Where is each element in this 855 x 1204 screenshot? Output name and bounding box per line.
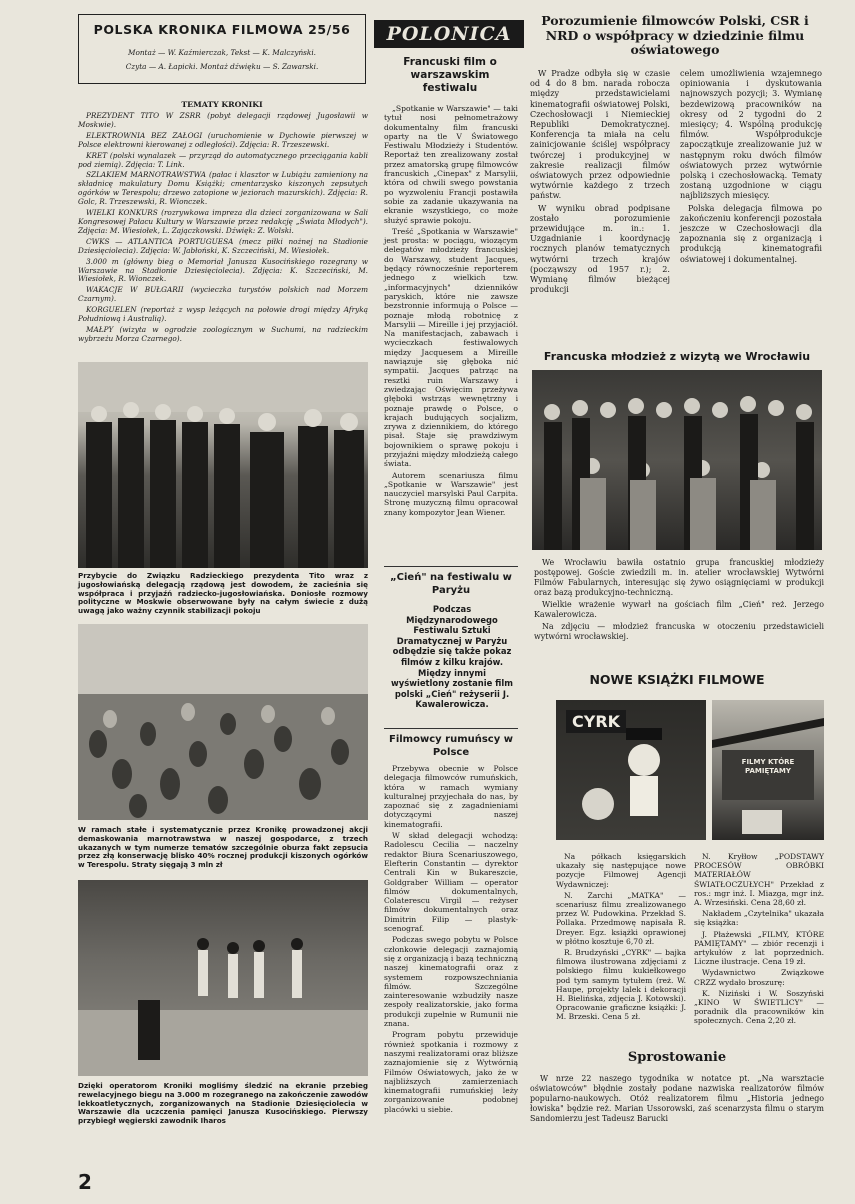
french-youth-paragraph: We Wrocławiu bawiła ostatnio grupa francuskiej młodzieży postępowej. Goście zwiedzili m. in. atelier wrocławskiej Wytwórni Filmów Fabularnych, interesując się żywo osiągnięciami w produkcji oraz bazą produkcyjno-techniczną. [534, 558, 824, 597]
masthead-title: POLSKA KRONIKA FILMOWA 25/56 [93, 22, 351, 37]
agreement-col-2 [680, 68, 822, 266]
topic-item: 3.000 m (główny bieg o Memoriał Janusza Kusocińskiego rozegrany w Warszawie na Stadionie Dziesięciolecia). Zdjęcia: K. Szczeciński, M. Wiesiołek, R. Wionczek. [78, 256, 368, 284]
books-paragraph: Na półkach księgarskich ukazały się następujące nowe pozycje Filmowej Agencji Wydawniczej: [556, 852, 686, 889]
books-paragraph: N. Zarchi „MATKA" — scenariusz filmu zrealizowanego przez W. Pudowkina. Przekład S. Pollaka. Przedmowę napisała R. Dreyer. Egz. książki oprawionej w płótno kosztuje 6,70 zł. [556, 890, 686, 946]
books-paragraph: Wydawnictwo Związkowe CRZZ wydało broszurę: [694, 968, 824, 987]
photo-barrels-caption: W ramach stałe i systematycznie przez Kronikę prowadzonej akcji demaskowania marnotrawstwa w naszej gospodarce, z trzech ukazanych w tym numerze tematów szczególnie oburza fakt zepsucia przez złą konserwację blisko 40% rocznej produkcji kiszonych ogórków w Terespolu. Straty sięgają 3 mln zł [78, 825, 368, 870]
agreement-heading: Porozumienie filmowców Polski, CSR i NRD o współpracy w dziedzinie filmu oświatowego [541, 13, 809, 57]
cien-text: Podczas Międzynarodowego Festiwalu Sztuki Dramatycznej w Paryżu odbędzie się także pokaz filmów z kilku krajów. Między innymi wyświetlony zostanie film polski „Cień" reżyserii J. Kawalerowicza. [391, 604, 513, 710]
photo-wasted-barrels [78, 624, 368, 820]
topic-item: ELEKTROWNIA BEZ ZAŁOGI (uruchomienie w Dychowie pierwszej w Polsce elektrowni kierowanej z odległości). Zdjęcia: R. Trzeszewski. [78, 130, 368, 149]
masthead-credits-1: Montaż — W. Kaźmierczak, Tekst — K. Malczyński. [127, 48, 316, 57]
cien-heading: „Cień" na festiwalu w Paryżu [390, 572, 512, 596]
french-youth-paragraph: Na zdjęciu — młodzież francuska w otoczeniu przedstawicieli wytwórni wrocławskiej. [534, 622, 824, 641]
polonica-logo: POLONICA [374, 20, 524, 48]
topic-item: WIELKI KONKURS (rozrywkowa impreza dla dzieci zorganizowana w Sali Kongresowej Pałacu Kultury w Warszawie przez redakcję „Świata Młodych"). Zdjęcia: M. Wiesiołek, L. Zajączkowski. Dźwięk: Z. Wolski. [78, 208, 368, 235]
divider [384, 728, 518, 729]
books-col-2 [694, 852, 824, 1028]
french-youth-paragraph: Wielkie wrażenie wywarł na gościach film „Cień" reż. Jerzego Kawalerowicza. [534, 600, 824, 619]
topic-item: CWKS — ATLANTICA PORTUGUESA (mecz piłki nożnej na Stadionie Dziesięciolecia). Zdjęcia: W. Jabłoński, K. Szczeciński, M. Wiesiołek. [78, 236, 368, 255]
books-paragraph: J. Płażewski „FILMY, KTÓRE PAMIĘTAMY" — zbiór recenzji i artykułów z lat poprzednich. Liczne ilustracje. Cena 19 zł. [694, 929, 824, 967]
romanians-article [384, 764, 518, 1116]
topic-item: MAŁPY (wizyta w ogrodzie zoologicznym w Suchumi, na radzieckim wybrzeżu Morza Czarnego). [78, 324, 368, 343]
agreement-paragraph: W Pradze odbyła się w czasie od 4 do 8 bm. narada robocza między przedstawicielami kinematografii oświatowej Polski, Czechosłowacji i Niemieckiej Republiki Demokratycznej. Konferencja ta miała na celu zainicjowanie ściślej współpracy twórczej i produkcyjnej w zakresie realizacji filmów oświatowych przez odpowiednie wytwórnie każdego z trzech państw. [530, 68, 670, 201]
page-number: 2 [78, 1170, 92, 1194]
photo-3000m-race [78, 880, 368, 1076]
books-paragraph: K. Niziński i W. Soszyński „KINO W ŚWIETLICY" — poradnik dla pracowników kin społecznych. Cena 2,20 zł. [694, 988, 824, 1026]
agreement-paragraph: Polska delegacja filmowa po zakończeniu konferencji pozostała jeszcze w Czechosłowacji dla zapoznania się z organizacją i produkcją kinematografii oświatowej i dokumentalnej. [680, 202, 822, 264]
romanians-paragraph: Podczas swego pobytu w Polsce członkowie delegacji zaznajomią się z organizacją i bazą techniczną naszej kinematografii oraz z systemem rozpowszechniania filmów. Szczególne zainteresowanie wzbudziły nasze zespoły realizatorskie, jako forma produkcji zupełnie w Rumunii nie znana. [384, 935, 518, 1029]
polonica-paragraph: Treść „Spotkania w Warszawie" jest prosta: w pociągu, wiozącym delegatów młodzieży francuskiej do Warszawy, student Jacques, będący równocześnie reporterem jednego z wielkich tzw. „informacyjnych" dzienników paryskich, które nie zawsze bezstronnie informują o Polsce — poznaje młodą robotnicę z Marsylii — Mireille i jej przyjaciół. Na manifestacjach, zabawach i wycieczkach festiwalowych między Jacquesem a Mireille nawiązuje się głęboka nić sympatii. Jacques patrząc na resztki ruin Warszawy i zwiedzając Oświęcim przeżywa głęboki wstrząs wewnętrzny i poznaje prawdę o Polsce, o krajach budujących socjalizm, zrywa z dziennikiem, do którego pisał. Staje się prawdziwym bojownikiem o sprawę pokoju i przyjaźni między młodzieżą całego świata. [384, 226, 518, 469]
romanians-heading: Filmowcy rumuńscy w Polsce [389, 734, 513, 758]
photo-french-youth [532, 370, 822, 550]
photo-tito-moscow [78, 362, 368, 568]
puppet-clown-illustration [556, 700, 706, 840]
book-cover-cyrk [556, 700, 706, 840]
photo-tito-caption: Przybycie do Związku Radzieckiego prezydenta Tito wraz z jugosłowiańską delegacją rządową jest dowodem, że zacieśnia się współpraca i przyjaźń radziecko-jugosłowiańska. Doniosłe rozmowy polityczne w Moskwie obserwowane były na całym świecie z dużą uwagą jako ważny czynnik stabilizacji pokoju [78, 571, 368, 616]
book-cover-filmy [712, 700, 824, 840]
masthead-credits-2: Czyta — A. Łapicki. Montaż dźwięku — S. Zawarski. [125, 62, 319, 71]
polonica-heading: Francuski film o warszawskim festiwalu [403, 56, 497, 94]
topic-item: WAKACJE W BUŁGARII (wycieczka turystów polskich nad Morzem Czarnym). [78, 285, 368, 304]
polonica-article [384, 104, 518, 519]
correction-text: W nrze 22 naszego tygodnika w notatce pt. „Na warsztacie oświatowców" błędnie zostały podane nazwiska realizatorów filmów popularno-naukowych. Otóż realizatorem filmu „Historia jednego łowiska" będzie reż. Marian Ussorowski, zaś scenarzysta filmu o starym Sandomierzu jest Tadeusz Barucki [530, 1074, 824, 1123]
photo-race-caption: Dzięki operatorom Kroniki mogliśmy śledzić na ekranie przebieg rewelacyjnego biegu na 3.000 m rozegranego na zakończenie zawodów lekkoatletycznych, zorganizowanych na Stadionie Dziesięciolecia w Warszawie dla uczczenia pamięci Janusza Kusocińskiego. Pierwszy przybiegł węgierski zawodnik Iharos [78, 1081, 368, 1126]
divider [384, 566, 518, 567]
romanians-paragraph: W skład delegacji wchodzą: Radolescu Cecilia — naczelny redaktor Biura Scenariuszowego, Elefterin Constantin — dyrektor Centrali Kin w Bukareszcie, Goldgraber William — operator filmów dokumentalnych, Colaterescu Virgil — reżyser filmów dokumentalnych oraz Dimitrin Filip — plastyk-scenograf. [384, 831, 518, 934]
book-cover-filmy-title: FILMY KTÓRE PAMIĘTAMY [741, 758, 795, 775]
correction-heading: Sprostowanie [627, 1050, 727, 1065]
topic-item: KRET (polski wynalazek — przyrząd do automatycznego przeciągania kabli pod ziemią). Zdjęcia: T. Link. [78, 150, 368, 169]
topic-item: KORGUELEN (reportaż z wysp leżących na połowie drogi między Afryką Południową i Australią). [78, 305, 368, 324]
romanians-paragraph: Program pobytu przewiduje również spotkania i rozmowy z naszymi realizatorami oraz bliższe zaznajomienie się z Wytwórnią Filmów Oświatowych, jako że w najbliższych zamierzeniach kinematografii rumuńskiej leży zorganizowanie podobnej placówki u siebie. [384, 1030, 518, 1114]
barrels-illustration [78, 624, 368, 820]
polonica-paragraph: Autorem scenariusza filmu „Spotkanie w Warszawie" jest nauczyciel marsylski Paul Carpita. Stronę muzyczną filmu opracował znany kompozytor Jean Wiener. [384, 470, 518, 517]
books-paragraph: Nakładem „Czytelnika" ukazała się książka: [694, 909, 824, 928]
book-cover-cyrk-title: CYRK [566, 710, 626, 733]
topic-item: SZLAKIEM MARNOTRAWSTWA (pałac i klasztor w Lubiążu zamieniony na składnicę makulatury Domu Książki; cmentarzysko kiszonych zepsutych ogórków w Terespolu; drzewo zatopione w jeziorach mazurskich). Zdjęcia: R. Golc, R. Trzeszewski, R. Wionczek. [78, 170, 368, 207]
group-photo-illustration [532, 370, 822, 550]
topics-heading: TEMATY KRONIKI [181, 100, 263, 109]
runners-illustration [78, 880, 368, 1076]
books-paragraph: R. Brudzyński „CYRK" — bajka filmowa ilustrowana zdjęciami z polskiego filmu kukiełkowego pod tym samym tytułem (reż. W. Haupe, projekty lalek i dekoracji H. Bielińska, zdjęcia J. Kotowski). Opracowanie graficzne książki: J. M. Brzeski. Cena 5 zł. [556, 948, 686, 1022]
french-youth-article [534, 558, 824, 644]
topic-item: PREZYDENT TITO W ZSRR (pobyt delegacji rządowej Jugosławii w Moskwie). [78, 111, 368, 129]
french-youth-heading: Francuska młodzież z wizytą we Wrocławiu [543, 350, 811, 363]
books-col-1 [556, 852, 686, 1024]
guard-figures-illustration [78, 362, 368, 568]
books-heading: NOWE KSIĄŻKI FILMOWE [589, 672, 765, 687]
topics-list [78, 112, 368, 346]
agreement-paragraph: W wyniku obrad podpisane zostało porozumienie przewidujące m. in.: 1. Uzgadnianie i koordynację rocznych planów tematycznych wytwórni trzech krajów (począwszy od 1957 r.); 2. Wymianę filmów bieżącej produkcji [530, 202, 670, 295]
agreement-col-1 [530, 68, 670, 296]
romanians-paragraph: Przebywa obecnie w Polsce delegacja filmowców rumuńskich, która w ramach wymiany kulturalnej przyjechała do nas, by zapoznać się z zagadnieniami dotyczącymi naszej kinematografii. [384, 764, 518, 829]
polonica-paragraph: „Spotkanie w Warszawie" — taki tytuł nosi pełnometrażowy dokumentalny film francuski oparty na tle V Światowego Festiwalu Młodzieży i Studentów. Reportaż ten zrealizowany został przez amatorską grupę filmowców francuskich „Cinepax" z Marsylii, która od chwili swego powstania po wyzwoleniu Francji postawiła sobie za zadanie ukazywania na ekranie wszystkiego, co może służyć sprawie pokoju. [384, 104, 518, 225]
books-paragraph: N. Kryłłow „PODSTAWY PROCESÓW OBRÓBKI MATERIAŁÓW ŚWIATŁOCZUŁYCH" Przekład z ros.: mgr inż. I. Miazga, mgr inż. A. Wrzesiński. Cena 28,60 zł. [694, 852, 824, 908]
agreement-paragraph: celem umożliwienia wzajemnego opiniowania i dyskutowania najnowszych pozycji; 3. Wymianę bezdewizową pracowników na okresy od 2 tygodni do 2 miesięcy; 4. Wspólną produkcję filmów. Współprodukcje zapoczątkuje zrealizowanie już w następnym roku dwóch filmów oświatowych przez wytwórnie polską i czechosłowacką. Tematy zostaną uzgodnione w ciągu najbliższych miesięcy. [680, 68, 822, 201]
